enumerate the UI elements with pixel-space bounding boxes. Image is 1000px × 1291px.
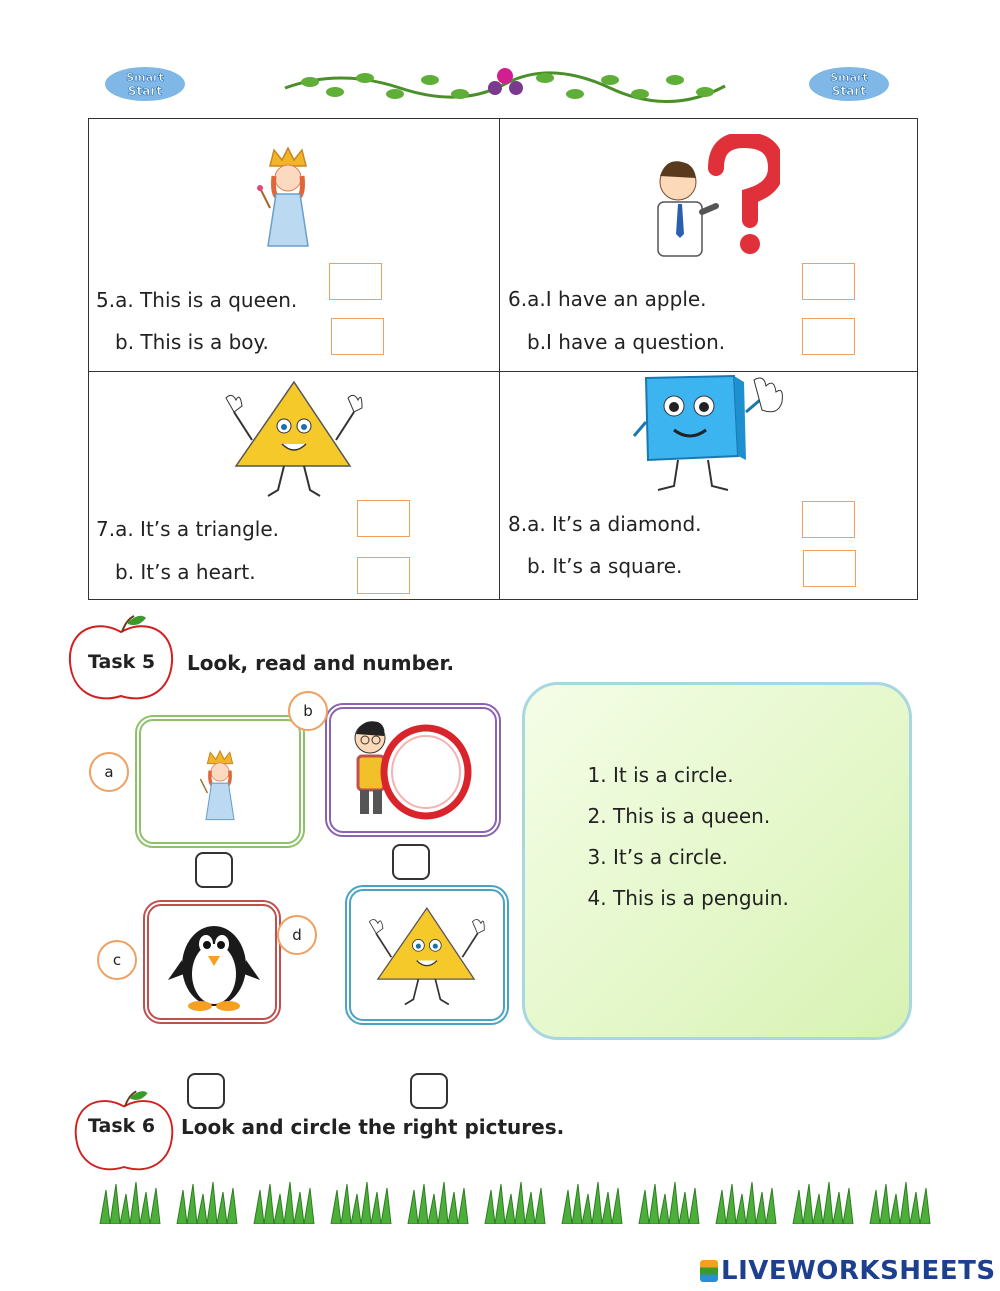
number-box-c[interactable]	[187, 1073, 225, 1109]
sentence-1: 1. It is a circle.	[613, 763, 789, 787]
triangle-character-picture	[222, 378, 364, 504]
q7-option-a: 7.a. It’s a triangle.	[96, 517, 280, 541]
penguin-picture	[166, 914, 262, 1012]
q8-answer-box-a[interactable]	[802, 501, 855, 538]
svg-text:Smart: Smart	[830, 71, 868, 84]
grass-tuft	[329, 1180, 393, 1224]
sentence-4: 4. This is a penguin.	[613, 886, 789, 910]
q7-answer-box-a[interactable]	[357, 500, 410, 537]
grass-tuft	[483, 1180, 547, 1224]
grass-tuft	[175, 1180, 239, 1224]
queen-picture	[248, 146, 328, 250]
grass-tuft	[406, 1180, 470, 1224]
q8-option-b: b. It’s a square.	[527, 554, 683, 578]
liveworksheets-logo	[700, 1256, 996, 1286]
picture-label-a: a	[89, 752, 129, 792]
man-question-mark-picture	[638, 134, 780, 258]
grass-tuft	[868, 1180, 932, 1224]
q5-answer-box-a[interactable]	[329, 263, 382, 300]
picture-label-c: c	[97, 940, 137, 980]
q5-option-b: b. This is a boy.	[115, 330, 269, 354]
liveworksheets-brand-text: LIVEWORKSHEETS	[721, 1256, 996, 1286]
grass-tuft	[714, 1180, 778, 1224]
grid-divider-horizontal	[89, 371, 917, 372]
square-character-picture	[628, 372, 788, 498]
q6-answer-box-b[interactable]	[802, 318, 855, 355]
q7-option-b: b. It’s a heart.	[115, 560, 256, 584]
liveworksheets-mark-icon	[700, 1260, 718, 1282]
grass-tuft	[791, 1180, 855, 1224]
number-box-b[interactable]	[392, 844, 430, 880]
smart-start-logo-right	[808, 62, 890, 102]
svg-text:Smart: Smart	[126, 71, 164, 84]
q6-answer-box-a[interactable]	[802, 263, 855, 300]
task5-queen-picture	[192, 748, 248, 824]
svg-text:Start: Start	[127, 84, 163, 98]
task5-sentence-list	[583, 763, 789, 927]
smart-start-logo-left	[104, 62, 186, 102]
grass-tuft	[98, 1180, 162, 1224]
task6-title: Look and circle the right pictures.	[181, 1115, 565, 1139]
task5-triangle-character-picture	[366, 898, 486, 1018]
task5-sentence-panel	[522, 682, 912, 1040]
sentence-3: 3. It’s a circle.	[613, 845, 789, 869]
grass-tuft	[560, 1180, 624, 1224]
decorative-vine	[280, 58, 730, 110]
task6-label: Task 6	[88, 1115, 156, 1137]
q8-answer-box-b[interactable]	[803, 550, 856, 587]
grass-tuft	[252, 1180, 316, 1224]
grid-divider-vertical	[499, 119, 500, 599]
number-box-a[interactable]	[195, 852, 233, 888]
picture-label-b: b	[288, 691, 328, 731]
q6-option-a: 6.a.I have an apple.	[508, 287, 707, 311]
q6-option-b: b.I have a question.	[527, 330, 726, 354]
q7-answer-box-b[interactable]	[357, 557, 410, 594]
svg-text:Start: Start	[831, 84, 867, 98]
q5-option-a: 5.a. This is a queen.	[96, 288, 298, 312]
grass-tuft	[637, 1180, 701, 1224]
boy-with-hoop-picture	[348, 716, 478, 822]
number-box-d[interactable]	[410, 1073, 448, 1109]
task5-label: Task 5	[88, 651, 156, 673]
picture-label-d: d	[277, 915, 317, 955]
q8-option-a: 8.a. It’s a diamond.	[508, 512, 702, 536]
sentence-2: 2. This is a queen.	[613, 804, 789, 828]
task5-title: Look, read and number.	[187, 651, 455, 675]
q5-answer-box-b[interactable]	[331, 318, 384, 355]
